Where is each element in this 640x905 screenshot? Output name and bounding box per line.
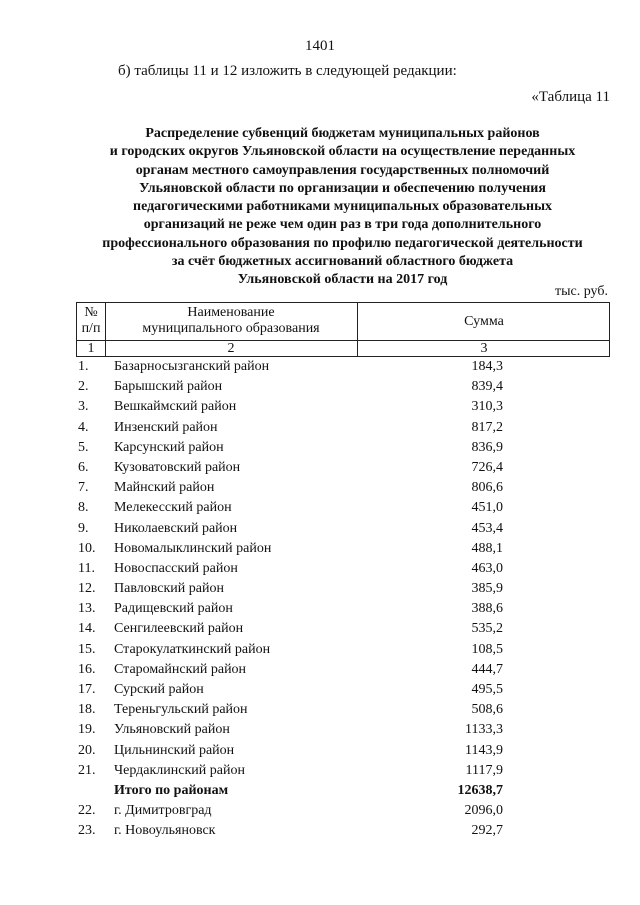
row-name: Старомайнский район [114,661,247,677]
row-value: 1133,3 [465,722,503,738]
row-value: 385,9 [471,581,503,597]
row-number: 8. [78,500,89,516]
row-name: Радищевский район [114,601,233,617]
row-name: г. Димитровград [114,803,212,819]
row-number: 12. [78,581,96,597]
table-row [0,700,640,720]
header-name [105,305,357,337]
row-value: 453,4 [471,520,503,536]
title-line: за счёт бюджетных ассигнований областного бюджета [171,254,514,270]
row-number: 16. [78,661,96,677]
table-total-row [0,781,640,801]
header-name-line1: Наименование [187,305,275,320]
row-name: Барышский район [114,379,223,395]
table-row [0,559,640,579]
row-number: 9. [78,520,89,536]
table-row [0,418,640,438]
row-value: 495,5 [471,682,503,697]
title-line: Распределение субвенций бюджетам муниципальных районов [145,126,540,141]
row-number: 15. [78,641,96,657]
title-line: организаций не реже чем один раз в три года дополнительного [143,217,542,233]
table-row [0,357,640,377]
row-value: 1143,9 [465,742,503,758]
table-row [0,821,640,841]
table-row [0,377,640,397]
row-value: 488,1 [471,540,503,556]
row-value: 388,6 [471,601,503,617]
table-row [0,741,640,761]
row-number: 23. [78,823,96,839]
header-name-line2: муниципального образования [142,321,320,336]
row-number: 4. [78,419,89,435]
row-value: 726,4 [471,459,503,475]
row-value: 2096,0 [464,803,503,819]
row-name: Итого по районам [114,782,229,798]
row-name: Ульяновский район [114,722,230,738]
table-row [0,539,640,559]
row-name: Тереньгульский район [114,702,248,718]
row-value: 451,0 [471,500,503,516]
row-name: Инзенский район [114,419,218,435]
title-line: и городских округов Ульяновской области на осуществление переданных [109,144,576,160]
table-row [0,478,640,498]
units-label: тыс. руб. [555,284,608,299]
row-number: 2. [78,379,89,395]
row-number: 11. [78,560,95,576]
table-row [0,579,640,599]
row-name: Старокулаткинский район [114,641,271,657]
table-row [0,619,640,639]
table-row [0,599,640,619]
row-number: 3. [78,399,89,415]
row-number: 10. [78,540,96,556]
table-title [70,125,615,290]
row-value: 817,2 [471,419,503,435]
row-name: Сенгилеевский район [114,621,244,637]
table-row [0,640,640,660]
title-line: органам местного самоуправления государственных полномочий [135,162,550,178]
row-value: 1117,9 [465,762,503,778]
header-index-2: 2 [227,341,235,356]
row-number: 6. [78,459,89,475]
row-value: 535,2 [471,621,503,637]
row-value: 463,0 [471,560,503,576]
header-sum: Сумма [464,314,504,329]
table-row [0,397,640,417]
table-row [0,519,640,539]
row-number: 1. [78,359,89,374]
table-header [76,302,610,357]
row-name: Чердаклинский район [114,762,245,778]
title-line: Ульяновской области по организации и обеспечению получения [139,180,546,196]
row-name: Новомалыклинский район [114,540,272,556]
row-name: Сурский район [114,682,204,697]
header-num-part: п/п [81,321,101,336]
title-line: профессионального образования по профилю педагогической деятельности [102,235,583,251]
row-name: Кузоватовский район [114,459,241,475]
header-index-1: 1 [87,341,95,356]
row-number: 14. [78,621,96,637]
table-row [0,761,640,781]
row-value: 292,7 [471,823,503,839]
header-index-3: 3 [480,341,488,356]
intro-text: б) таблицы 11 и 12 изложить в следующей редакции: [118,63,457,79]
row-name: Вешкаймский район [114,399,237,415]
row-name: Новоспасский район [114,560,238,576]
row-number: 5. [78,439,89,455]
header-num [77,305,105,337]
row-value: 806,6 [471,480,503,496]
table-row [0,660,640,680]
row-name: Цильнинский район [114,742,235,758]
row-number: 21. [78,762,96,778]
table-row [0,680,640,700]
row-value: 508,6 [471,702,503,718]
row-name: Майнский район [114,480,215,496]
table-row [0,438,640,458]
row-value: 839,4 [471,379,503,395]
row-value: 184,3 [471,359,503,374]
row-value: 444,7 [471,661,503,677]
row-number: 13. [78,601,96,617]
row-number: 19. [78,722,96,738]
row-value: 12638,7 [457,782,503,798]
row-number: 18. [78,702,96,718]
row-number: 17. [78,682,96,697]
table-body [0,357,640,842]
title-line: Ульяновской области на 2017 год [237,272,448,288]
row-number: 7. [78,480,89,496]
row-number: 20. [78,742,96,758]
table-row [0,498,640,518]
title-line: педагогическими работниками муниципальных образовательных [133,199,552,215]
table-row [0,458,640,478]
row-name: Павловский район [114,581,224,597]
row-name: Базарносызганский район [114,359,270,374]
row-value: 310,3 [471,399,503,415]
table-row [0,801,640,821]
row-value: 108,5 [471,641,503,657]
row-name: г. Новоульяновск [114,823,216,839]
row-name: Мелекесский район [114,500,232,516]
row-value: 836,9 [471,439,503,455]
table-row [0,720,640,740]
page-number: 1401 [305,38,335,54]
table-reference: «Таблица 11 [531,89,610,105]
row-number: 22. [78,803,96,819]
row-name: Карсунский район [114,439,224,455]
header-num-part: № [84,305,98,320]
row-name: Николаевский район [114,520,238,536]
